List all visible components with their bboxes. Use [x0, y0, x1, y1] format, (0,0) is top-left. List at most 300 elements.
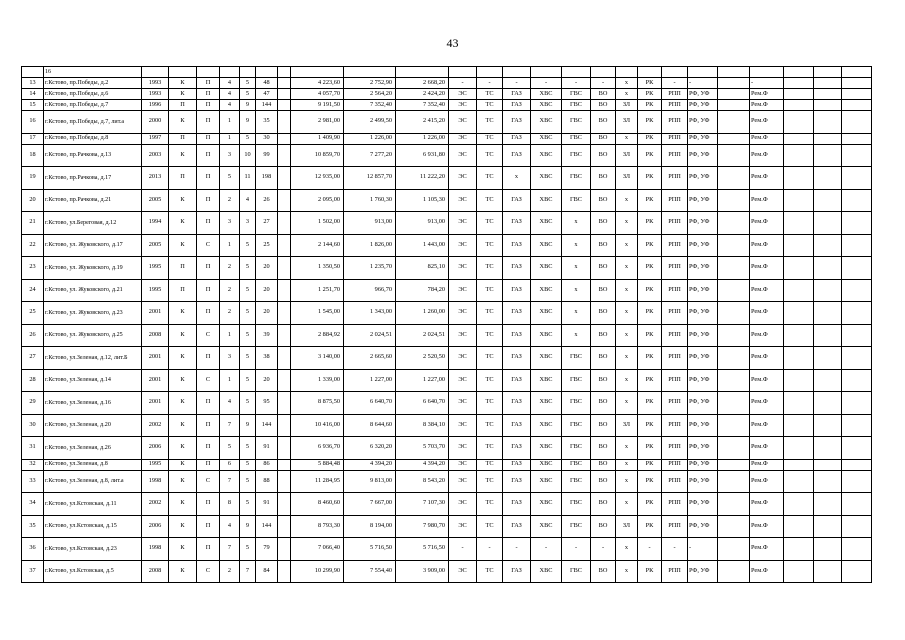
col-material-cell: П	[197, 89, 220, 100]
col-entrances-cell: 1	[220, 324, 240, 347]
blank-cell	[842, 100, 872, 111]
col-floors-cell: 5	[240, 470, 256, 493]
col-apartments-cell: 198	[256, 167, 278, 190]
util-gas-cell: ГАЗ	[503, 212, 531, 235]
util-ts-cell: ТС	[477, 144, 503, 167]
address-cell: г.Кстово, пр.Рачкова, д.17	[44, 167, 142, 190]
area-total-cell: 1 502,00	[291, 212, 344, 235]
col-material-cell: С	[197, 234, 220, 257]
fund-cell: РФ, УФ	[688, 100, 718, 111]
util-hvs-cell: ХВС	[531, 324, 562, 347]
util-zl-cell: ЗЛ	[616, 515, 638, 538]
util-hvs-cell: ХВС	[531, 234, 562, 257]
util-hvs-cell: ХВС	[531, 257, 562, 280]
row-number: 33	[22, 470, 44, 493]
col-material-cell: П	[197, 437, 220, 460]
util-rpp-cell: РПП	[662, 493, 688, 516]
year-cell: 1998	[142, 538, 169, 561]
row-number: 20	[22, 189, 44, 212]
area-living-cell: 5 716,50	[344, 538, 396, 561]
row-number: 31	[22, 437, 44, 460]
util-rk-cell: РК	[638, 89, 662, 100]
util-zl-cell: x	[616, 392, 638, 415]
util-hvs-cell: ХВС	[531, 89, 562, 100]
fund-cell: -	[688, 78, 718, 89]
col-floors-cell: 5	[240, 437, 256, 460]
util-gvs-cell: x	[562, 279, 591, 302]
col-entrances-cell: 4	[220, 515, 240, 538]
repair-fund-cell: Рем.Ф	[750, 437, 784, 460]
util-rk-cell: РК	[638, 133, 662, 144]
util-vo-cell: ВО	[591, 257, 616, 280]
blank-cell	[814, 133, 842, 144]
address-cell: г.Кстово, ул. Жуковского, д.19	[44, 257, 142, 280]
blank-cell	[842, 470, 872, 493]
row-number: 15	[22, 100, 44, 111]
util-zl-cell: x	[616, 279, 638, 302]
blank-cell	[784, 111, 814, 134]
area-residential-cell: 1 105,30	[396, 189, 449, 212]
col-apartments-cell: 47	[256, 89, 278, 100]
blank-cell	[278, 515, 291, 538]
col-material-cell: П	[197, 302, 220, 325]
area-residential-cell: 7 352,40	[396, 100, 449, 111]
area-residential-cell: 1 226,00	[396, 133, 449, 144]
util-hvs-cell: ХВС	[531, 189, 562, 212]
col-material-cell: П	[197, 459, 220, 470]
area-living-cell: 1 235,70	[344, 257, 396, 280]
area-residential-cell: 825,10	[396, 257, 449, 280]
repair-fund-cell: Рем.Ф	[750, 560, 784, 583]
area-living-cell: 6 320,20	[344, 437, 396, 460]
util-rk-cell: -	[638, 538, 662, 561]
blank-cell	[718, 324, 750, 347]
address-cell: г.Кстово, ул.Зеленая, д.16	[44, 392, 142, 415]
repair-fund-cell: Рем.Ф	[750, 111, 784, 134]
util-vo-cell: ВО	[591, 560, 616, 583]
blank-cell	[814, 189, 842, 212]
blank-cell	[278, 414, 291, 437]
util-vo-cell: ВО	[591, 515, 616, 538]
col-material-cell: П	[197, 167, 220, 190]
repair-fund-cell: Рем.Ф	[750, 144, 784, 167]
area-residential-cell: 1 443,00	[396, 234, 449, 257]
col-entrances-cell: 1	[220, 369, 240, 392]
util-hvs-cell: ХВС	[531, 470, 562, 493]
util-es-cell: ЭС	[449, 212, 477, 235]
fund-cell: РФ, УФ	[688, 89, 718, 100]
repair-fund-cell: Рем.Ф	[750, 493, 784, 516]
area-total-cell: 1 409,90	[291, 133, 344, 144]
area-total-cell: 4 223,60	[291, 78, 344, 89]
col-entrances-cell: 2	[220, 302, 240, 325]
col-type-cell: К	[169, 111, 197, 134]
col-type-cell: К	[169, 437, 197, 460]
repair-fund-cell: Рем.Ф	[750, 212, 784, 235]
util-rk-cell: РК	[638, 78, 662, 89]
col-material-cell: П	[197, 347, 220, 370]
util-rpp-cell: РПП	[662, 89, 688, 100]
util-gvs-cell: ГВС	[562, 493, 591, 516]
util-es-cell: ЭС	[449, 392, 477, 415]
table-row-fragment	[22, 67, 872, 78]
blank-cell	[842, 279, 872, 302]
util-gas-cell: ГАЗ	[503, 100, 531, 111]
address-cell: г.Кстово, ул.Зеленая, д.12, лит.Б	[44, 347, 142, 370]
row-number: 21	[22, 212, 44, 235]
area-total-cell: 10 416,00	[291, 414, 344, 437]
util-ts-cell: ТС	[477, 493, 503, 516]
util-es-cell: ЭС	[449, 167, 477, 190]
blank-cell	[718, 167, 750, 190]
util-zl-cell: x	[616, 347, 638, 370]
blank-cell	[784, 279, 814, 302]
blank-cell	[814, 167, 842, 190]
col-apartments-cell: 35	[256, 111, 278, 134]
util-gas-cell: ГАЗ	[503, 470, 531, 493]
blank-cell	[718, 89, 750, 100]
blank-cell	[784, 493, 814, 516]
col-type-cell: П	[169, 279, 197, 302]
util-vo-cell: -	[591, 538, 616, 561]
blank-cell	[784, 369, 814, 392]
util-vo-cell: ВО	[591, 167, 616, 190]
area-residential-cell: 8 384,10	[396, 414, 449, 437]
util-zl-cell: x	[616, 493, 638, 516]
col-apartments-cell: 144	[256, 515, 278, 538]
util-hvs-cell: ХВС	[531, 493, 562, 516]
area-residential-cell: 5 703,70	[396, 437, 449, 460]
util-ts-cell: ТС	[477, 279, 503, 302]
util-gas-cell: ГАЗ	[503, 369, 531, 392]
col-floors-cell: 5	[240, 89, 256, 100]
util-es-cell: ЭС	[449, 189, 477, 212]
col-type-cell: П	[169, 167, 197, 190]
area-residential-cell: 7 980,70	[396, 515, 449, 538]
table-row	[22, 369, 872, 392]
blank-cell	[278, 493, 291, 516]
blank-cell	[842, 515, 872, 538]
blank-cell	[842, 189, 872, 212]
col-floors-cell: 7	[240, 560, 256, 583]
area-total-cell: 3 140,00	[291, 347, 344, 370]
col-apartments-cell: 88	[256, 470, 278, 493]
util-hvs-cell: -	[531, 78, 562, 89]
util-gas-cell: -	[503, 78, 531, 89]
blank-cell	[784, 515, 814, 538]
col-entrances-cell: 3	[220, 144, 240, 167]
area-total-cell: 6 936,70	[291, 437, 344, 460]
util-ts-cell: ТС	[477, 369, 503, 392]
table-row	[22, 459, 872, 470]
blank-cell	[278, 279, 291, 302]
util-gvs-cell: ГВС	[562, 89, 591, 100]
util-rk-cell: РК	[638, 167, 662, 190]
blank-cell	[718, 133, 750, 144]
util-gas-cell: ГАЗ	[503, 189, 531, 212]
row-number: 17	[22, 133, 44, 144]
util-ts-cell: ТС	[477, 257, 503, 280]
util-es-cell: ЭС	[449, 414, 477, 437]
blank-cell	[718, 470, 750, 493]
util-ts-cell: ТС	[477, 212, 503, 235]
util-ts-cell: ТС	[477, 414, 503, 437]
util-zl-cell: x	[616, 538, 638, 561]
util-gas-cell: ГАЗ	[503, 133, 531, 144]
util-vo-cell: ВО	[591, 133, 616, 144]
util-gas-cell: ГАЗ	[503, 302, 531, 325]
year-cell: 1995	[142, 279, 169, 302]
util-rpp-cell: РПП	[662, 212, 688, 235]
col-material-cell: П	[197, 493, 220, 516]
col-material-cell: С	[197, 324, 220, 347]
blank-cell	[278, 538, 291, 561]
row-number: 30	[22, 414, 44, 437]
blank-cell	[814, 470, 842, 493]
area-total-cell: 5 884,48	[291, 459, 344, 470]
blank-cell	[278, 302, 291, 325]
area-living-cell: 1 760,30	[344, 189, 396, 212]
fund-cell: РФ, УФ	[688, 493, 718, 516]
col-entrances-cell: 5	[220, 437, 240, 460]
util-gvs-cell: ГВС	[562, 369, 591, 392]
blank-cell	[814, 459, 842, 470]
col-apartments-cell: 27	[256, 212, 278, 235]
util-rk-cell: РК	[638, 234, 662, 257]
blank-cell	[278, 234, 291, 257]
util-vo-cell: -	[591, 78, 616, 89]
area-total-cell: 8 460,60	[291, 493, 344, 516]
util-hvs-cell: ХВС	[531, 133, 562, 144]
blank-cell	[842, 234, 872, 257]
util-rk-cell: РК	[638, 515, 662, 538]
util-gvs-cell: x	[562, 324, 591, 347]
util-es-cell: ЭС	[449, 560, 477, 583]
col-material-cell: П	[197, 133, 220, 144]
util-vo-cell: ВО	[591, 470, 616, 493]
util-hvs-cell: ХВС	[531, 100, 562, 111]
table-row	[22, 560, 872, 583]
blank-cell	[814, 234, 842, 257]
col-apartments-cell: 86	[256, 459, 278, 470]
blank-cell	[278, 369, 291, 392]
fund-cell: РФ, УФ	[688, 234, 718, 257]
col-material-cell: П	[197, 515, 220, 538]
repair-fund-cell: Рем.Ф	[750, 470, 784, 493]
util-es-cell: ЭС	[449, 324, 477, 347]
area-living-cell: 913,00	[344, 212, 396, 235]
util-es-cell: ЭС	[449, 279, 477, 302]
col-entrances-cell: 4	[220, 100, 240, 111]
col-floors-cell: 10	[240, 144, 256, 167]
blank-cell	[718, 515, 750, 538]
util-zl-cell: x	[616, 133, 638, 144]
col-floors-cell: 5	[240, 369, 256, 392]
util-gvs-cell: ГВС	[562, 189, 591, 212]
year-cell: 2001	[142, 347, 169, 370]
area-total-cell: 8 793,30	[291, 515, 344, 538]
address-cell: г.Кстово, пр.Победы, д.6	[44, 89, 142, 100]
fragment-text: 16	[44, 67, 142, 78]
blank-cell	[718, 459, 750, 470]
year-cell: 2005	[142, 234, 169, 257]
repair-fund-cell: Рем.Ф	[750, 369, 784, 392]
col-material-cell: П	[197, 279, 220, 302]
area-living-cell: 2 752,90	[344, 78, 396, 89]
address-cell: г.Кстово, пр.Рачкова, д.13	[44, 144, 142, 167]
fund-cell: РФ, УФ	[688, 459, 718, 470]
util-rpp-cell: РПП	[662, 279, 688, 302]
util-es-cell: ЭС	[449, 100, 477, 111]
col-apartments-cell: 20	[256, 369, 278, 392]
util-zl-cell: x	[616, 189, 638, 212]
util-ts-cell: ТС	[477, 392, 503, 415]
col-floors-cell: 5	[240, 459, 256, 470]
blank-cell	[814, 437, 842, 460]
blank-cell	[278, 111, 291, 134]
col-apartments-cell: 26	[256, 189, 278, 212]
util-hvs-cell: ХВС	[531, 212, 562, 235]
table-row	[22, 437, 872, 460]
col-floors-cell: 5	[240, 78, 256, 89]
util-es-cell: -	[449, 78, 477, 89]
address-cell: г.Кстово, пр.Победы, д.7	[44, 100, 142, 111]
util-ts-cell: -	[477, 78, 503, 89]
col-entrances-cell: 4	[220, 78, 240, 89]
blank-cell	[278, 100, 291, 111]
util-rpp-cell: РПП	[662, 324, 688, 347]
year-cell: 2002	[142, 493, 169, 516]
fund-cell: РФ, УФ	[688, 392, 718, 415]
table-row	[22, 493, 872, 516]
util-hvs-cell: ХВС	[531, 369, 562, 392]
util-gvs-cell: ГВС	[562, 133, 591, 144]
area-total-cell: 2 884,92	[291, 324, 344, 347]
col-entrances-cell: 3	[220, 347, 240, 370]
util-zl-cell: x	[616, 470, 638, 493]
row-number: 35	[22, 515, 44, 538]
util-gvs-cell: x	[562, 302, 591, 325]
col-type-cell: К	[169, 369, 197, 392]
col-type-cell: К	[169, 538, 197, 561]
util-ts-cell: ТС	[477, 437, 503, 460]
col-floors-cell: 5	[240, 257, 256, 280]
row-number: 27	[22, 347, 44, 370]
col-apartments-cell: 38	[256, 347, 278, 370]
year-cell: 1995	[142, 257, 169, 280]
year-cell: 1993	[142, 89, 169, 100]
col-entrances-cell: 1	[220, 234, 240, 257]
area-living-cell: 9 813,00	[344, 470, 396, 493]
table-row	[22, 78, 872, 89]
util-gvs-cell: ГВС	[562, 392, 591, 415]
table-row	[22, 302, 872, 325]
util-gas-cell: ГАЗ	[503, 111, 531, 134]
util-hvs-cell: -	[531, 538, 562, 561]
address-cell: г.Кстово, пр.Победы, д.8	[44, 133, 142, 144]
area-residential-cell: 6 640,70	[396, 392, 449, 415]
row-number: 22	[22, 234, 44, 257]
area-living-cell: 8 644,60	[344, 414, 396, 437]
util-gvs-cell: ГВС	[562, 470, 591, 493]
blank-cell	[784, 78, 814, 89]
blank-cell	[718, 414, 750, 437]
util-vo-cell: ВО	[591, 89, 616, 100]
area-total-cell: 7 066,40	[291, 538, 344, 561]
fund-cell: РФ, УФ	[688, 437, 718, 460]
fund-cell: РФ, УФ	[688, 414, 718, 437]
table-row	[22, 144, 872, 167]
blank-cell	[842, 89, 872, 100]
blank-cell	[718, 257, 750, 280]
util-hvs-cell: ХВС	[531, 111, 562, 134]
util-rpp-cell: РПП	[662, 302, 688, 325]
col-type-cell: К	[169, 302, 197, 325]
address-cell: г.Кстово, ул. Жуковского, д.21	[44, 279, 142, 302]
blank-cell	[842, 459, 872, 470]
col-apartments-cell: 91	[256, 437, 278, 460]
area-living-cell: 7 667,00	[344, 493, 396, 516]
col-type-cell: П	[169, 257, 197, 280]
fund-cell: РФ, УФ	[688, 324, 718, 347]
util-rpp-cell: РПП	[662, 515, 688, 538]
col-entrances-cell: 2	[220, 279, 240, 302]
col-floors-cell: 4	[240, 189, 256, 212]
area-total-cell: 4 057,70	[291, 89, 344, 100]
blank-cell	[278, 347, 291, 370]
util-gas-cell: ГАЗ	[503, 493, 531, 516]
col-floors-cell: 9	[240, 100, 256, 111]
util-vo-cell: ВО	[591, 279, 616, 302]
area-residential-cell: 11 222,20	[396, 167, 449, 190]
blank-cell	[278, 560, 291, 583]
util-gvs-cell: ГВС	[562, 167, 591, 190]
blank-cell	[784, 133, 814, 144]
blank-cell	[278, 189, 291, 212]
util-rpp-cell: РПП	[662, 470, 688, 493]
col-entrances-cell: 1	[220, 111, 240, 134]
address-cell: г.Кстово, пр.Рачкова, д.21	[44, 189, 142, 212]
address-cell: г.Кстово, ул. Жуковского, д.23	[44, 302, 142, 325]
col-floors-cell: 5	[240, 347, 256, 370]
repair-fund-cell: Рем.Ф	[750, 414, 784, 437]
util-hvs-cell: ХВС	[531, 560, 562, 583]
util-rk-cell: РК	[638, 111, 662, 134]
blank-cell	[784, 189, 814, 212]
util-vo-cell: ВО	[591, 144, 616, 167]
util-vo-cell: ВО	[591, 111, 616, 134]
area-residential-cell: 6 931,80	[396, 144, 449, 167]
col-material-cell: П	[197, 257, 220, 280]
table-row	[22, 515, 872, 538]
blank-cell	[784, 144, 814, 167]
util-hvs-cell: ХВС	[531, 459, 562, 470]
row-number: 24	[22, 279, 44, 302]
area-total-cell: 2 981,00	[291, 111, 344, 134]
table-row	[22, 133, 872, 144]
util-rpp-cell: РПП	[662, 100, 688, 111]
year-cell: 2000	[142, 111, 169, 134]
util-rk-cell: РК	[638, 560, 662, 583]
repair-fund-cell: Рем.Ф	[750, 89, 784, 100]
year-cell: 2013	[142, 167, 169, 190]
row-number: 29	[22, 392, 44, 415]
fund-cell: РФ, УФ	[688, 347, 718, 370]
util-rk-cell: РК	[638, 189, 662, 212]
blank-cell	[718, 234, 750, 257]
repair-fund-cell: Рем.Ф	[750, 392, 784, 415]
col-floors-cell: 9	[240, 414, 256, 437]
